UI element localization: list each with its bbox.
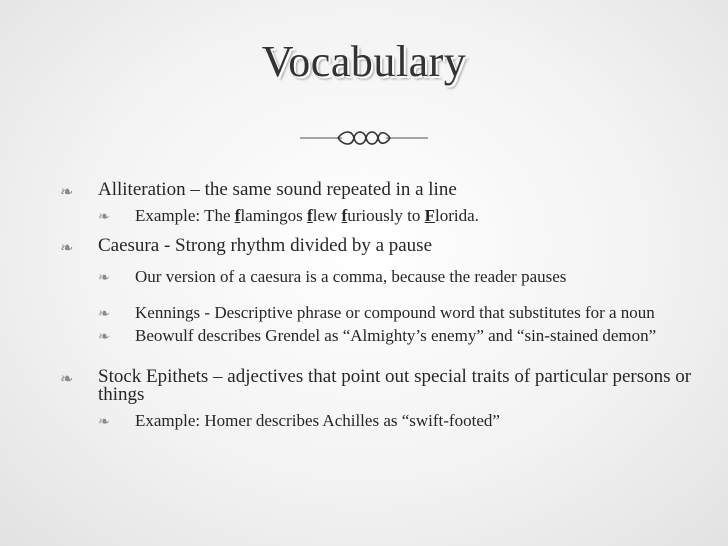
bullet-list — [58, 181, 698, 429]
emphasized-letter: F — [424, 206, 436, 225]
emphasized-letter: f — [307, 206, 313, 225]
bullet-text: Kennings - Descriptive phrase or compound word that substitutes for a noun — [135, 303, 655, 322]
emphasized-letter: f — [341, 206, 348, 225]
curly-bullet-icon: ❧ — [60, 238, 74, 257]
curly-bullet-icon: ❧ — [98, 209, 110, 225]
curly-bullet-icon: ❧ — [98, 306, 110, 322]
text-segment: uriously to — [347, 206, 425, 225]
bullet-alliteration — [58, 181, 698, 199]
text-segment: lamingos — [240, 206, 308, 225]
bullet-stock-epithets — [58, 368, 698, 404]
curly-bullet-icon: ❧ — [98, 329, 110, 345]
bullet-text: Example: Homer describes Achilles as “swift-footed” — [135, 411, 500, 430]
bullet-caesura — [58, 237, 698, 255]
text-segment: Example: The — [135, 206, 235, 225]
curly-bullet-icon: ❧ — [60, 369, 74, 388]
sub-bullet-alliteration-example — [58, 207, 698, 224]
curly-bullet-icon: ❧ — [60, 182, 74, 201]
slide-title: Vocabulary — [261, 37, 467, 86]
bullet-text: Caesura - Strong rhythm divided by a pause — [98, 235, 433, 256]
sub-bullet-caesura-comma — [58, 268, 698, 285]
bullet-text: Alliteration – the same sound repeated in a line — [98, 179, 457, 200]
sub-bullet-kennings — [58, 304, 698, 321]
bullet-text: Beowulf describes Grendel as “Almighty’s enemy” and “sin-stained demon” — [135, 326, 657, 345]
sub-bullet-kennings-example — [58, 327, 698, 344]
curly-bullet-icon: ❧ — [98, 414, 110, 430]
flourish-divider-icon — [298, 128, 430, 148]
emphasized-letter: f — [234, 206, 241, 225]
bullet-text: Our version of a caesura is a comma, because the reader pauses — [135, 267, 567, 286]
sub-bullet-stock-example — [58, 412, 698, 429]
curly-bullet-icon: ❧ — [98, 270, 110, 286]
text-segment: lew — [312, 206, 342, 225]
bullet-text: Stock Epithets – adjectives that point out special traits of particular persons or things — [98, 366, 692, 405]
text-segment: lorida. — [435, 206, 479, 225]
